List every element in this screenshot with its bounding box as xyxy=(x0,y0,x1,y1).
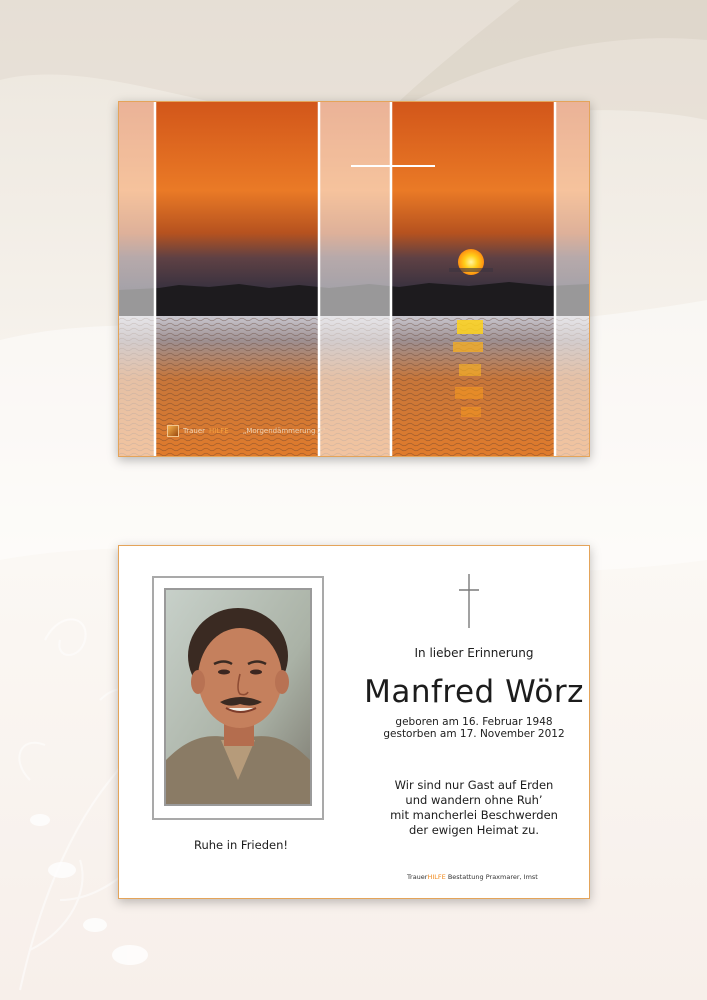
front-brand-part1: Trauer xyxy=(183,427,206,435)
verse-line: der ewigen Heimat zu. xyxy=(408,823,540,837)
front-brand-part2: HILFE xyxy=(209,427,229,435)
footer-credit xyxy=(407,873,538,881)
portrait-photo xyxy=(164,588,312,806)
front-motif-name: „Morgendämmerung 2“ xyxy=(242,427,326,435)
verse-line: und wandern ohne Ruh’ xyxy=(405,793,543,807)
birth-date: geboren am 16. Februar 1948 xyxy=(395,716,553,728)
sunset-photo xyxy=(119,102,589,456)
verse-line: Wir sind nur Gast auf Erden xyxy=(394,778,554,792)
verse xyxy=(329,778,619,838)
portrait-frame xyxy=(152,576,324,820)
cross-icon xyxy=(459,574,479,628)
brand-logo-icon xyxy=(167,425,179,437)
back-card xyxy=(118,545,590,899)
footer-brand-part2: HILFE xyxy=(427,873,446,881)
front-card xyxy=(118,101,590,457)
rest-in-peace: Ruhe in Frieden! xyxy=(194,838,288,852)
footer-undertaker: Bestattung Praxmarer, Imst xyxy=(445,873,538,881)
footer-brand-part1: Trauer xyxy=(407,873,428,881)
death-date: gestorben am 17. November 2012 xyxy=(383,728,565,740)
deceased-name: Manfred Wörz xyxy=(364,674,584,710)
verse-line: mit mancherlei Beschwerden xyxy=(390,808,558,822)
memory-heading: In lieber Erinnerung xyxy=(414,646,534,660)
front-brand-mark xyxy=(167,425,326,437)
